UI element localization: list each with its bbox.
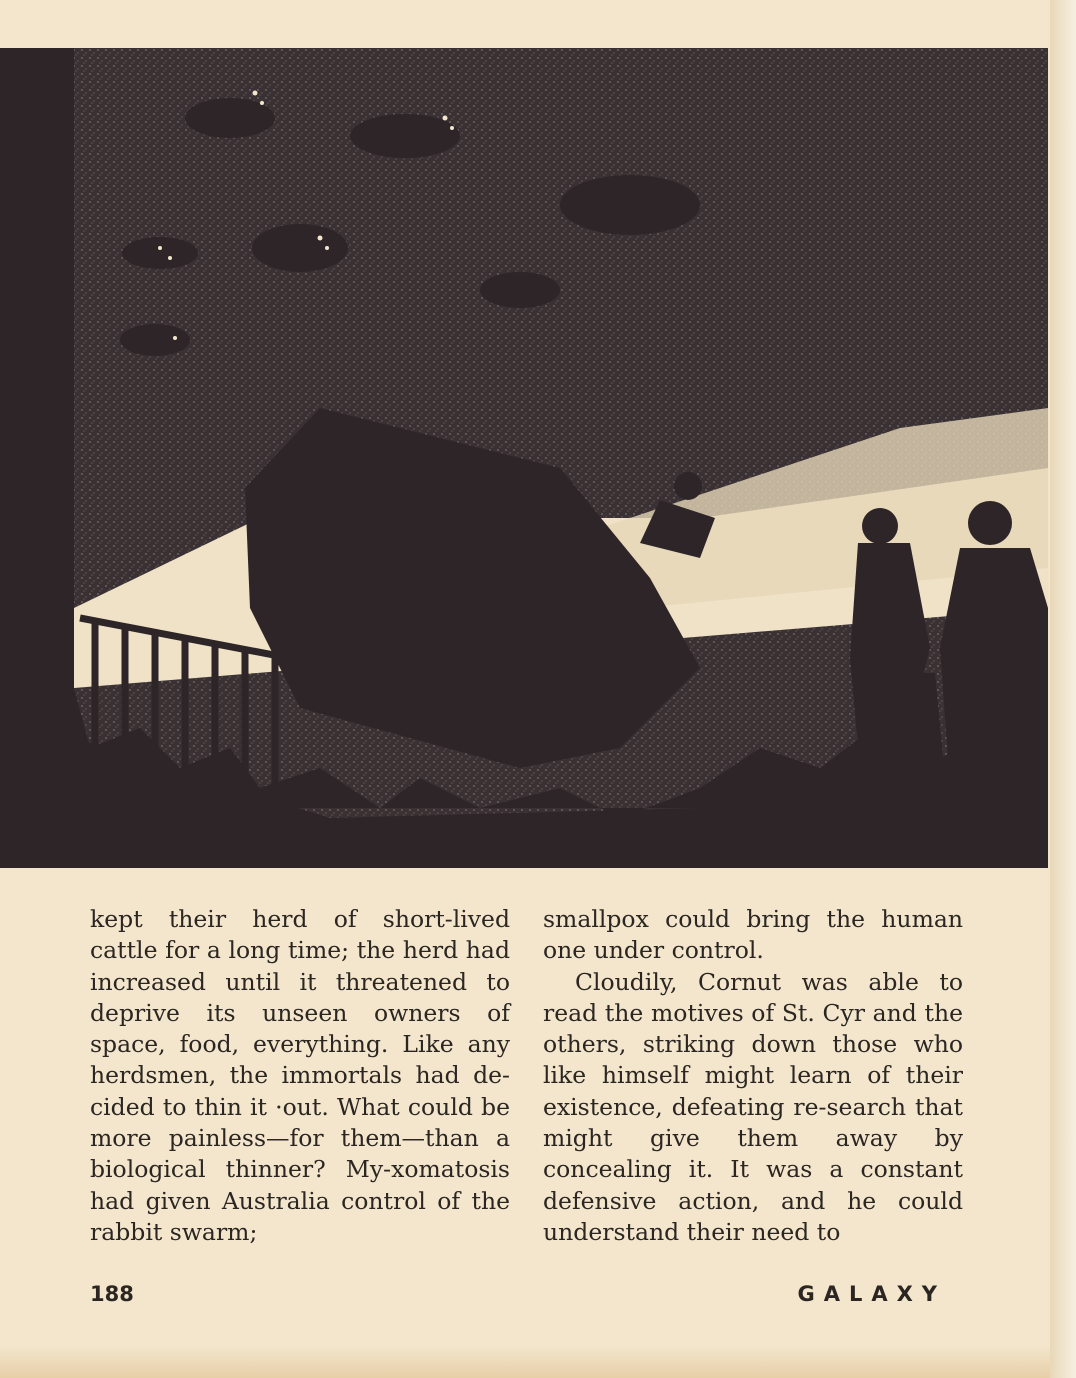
magazine-name: GALAXY [797,1282,946,1306]
text-column-right [543,904,963,1248]
paragraph: Cloudily, Cornut was able to read the motives of St. Cyr and the others, striking down those who like himself might learn of their existence, defeating re-search that might give them away by concealing it. It was a constant defensive action, and he could understand their need to [543,967,963,1246]
dark-border [0,48,74,868]
story-illustration [0,48,1048,868]
paragraph: kept their herd of short-lived cattle for a long time; the herd had increased until it threatened to deprive its unseen owners of space, food, everything. Like any herdsmen, the immortals had de-cided to thin it ·out. What could be more painless—for them—than a biological thinner? My-xomatosis had given Australia control of the rabbit swarm; [90,905,510,1246]
paragraph: smallpox could bring the human one under control. [543,905,963,965]
text-column-left [90,904,510,1248]
illustration-artwork [0,48,1048,868]
page-edge-stain [0,1346,1050,1378]
page-edge [1050,0,1076,1378]
page-number: 188 [90,1282,134,1306]
